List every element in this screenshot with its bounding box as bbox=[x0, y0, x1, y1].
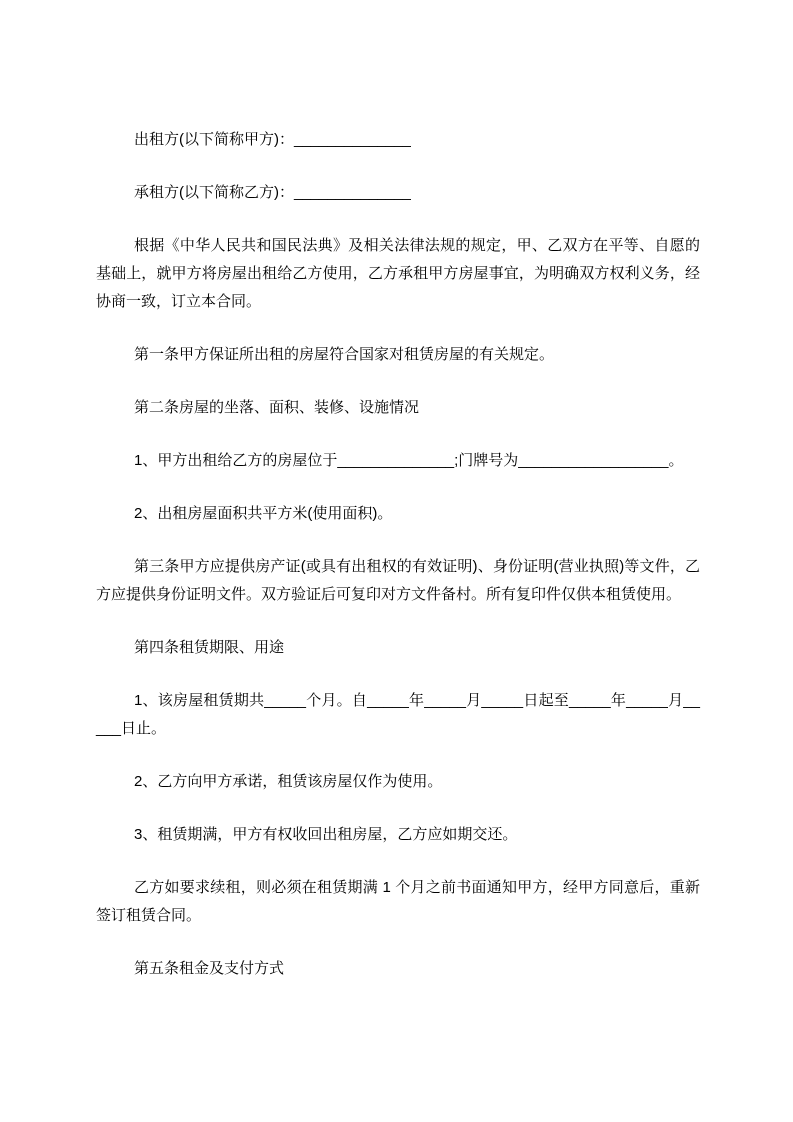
article-2-heading: 第二条房屋的坐落、面积、装修、设施情况 bbox=[134, 399, 420, 416]
article-2-item-2: 2、出租房屋面积共平方米(使用面积)。 bbox=[134, 505, 393, 522]
article-1: 第一条甲方保证所出租的房屋符合国家对租赁房屋的有关规定。 bbox=[134, 346, 555, 363]
preamble-paragraph: 根据《中华人民共和国民法典》及相关法律法规的规定，甲、乙双方在平等、自愿的基础上，就甲方将房屋出租给乙方使用，乙方承租甲方房屋事宜，为明确双方权利义务，经协商一致，订立本合同。 bbox=[96, 237, 700, 310]
party-b-line: 承租方(以下简称乙方)：______________ bbox=[134, 184, 411, 201]
article-4-item-2: 2、乙方向甲方承诺，租赁该房屋仅作为使用。 bbox=[134, 773, 443, 790]
article-5-heading: 第五条租金及支付方式 bbox=[134, 960, 285, 977]
article-4-renewal: 乙方如要求续租，则必须在租赁期满 1 个月之前书面通知甲方，经甲方同意后，重新签订租赁合同。 bbox=[96, 879, 700, 924]
article-4-item-3: 3、租赁期满，甲方有权收回出租房屋，乙方应如期交还。 bbox=[134, 826, 518, 843]
article-4-item-1: 1、该房屋租赁期共_____个月。自_____年_____月_____日起至_____年_____月_____日止。 bbox=[96, 692, 700, 737]
article-4-heading: 第四条租赁期限、用途 bbox=[134, 639, 285, 656]
article-3: 第三条甲方应提供房产证(或具有出租权的有效证明)、身份证明(营业执照)等文件，乙方应提供身份证明文件。双方验证后可复印对方文件备村。所有复印件仅供本租赁使用。 bbox=[96, 558, 700, 603]
party-a-line: 出租方(以下简称甲方)：______________ bbox=[134, 131, 411, 148]
article-2-item-1: 1、甲方出租给乙方的房屋位于______________;门牌号为__________________。 bbox=[134, 452, 684, 469]
